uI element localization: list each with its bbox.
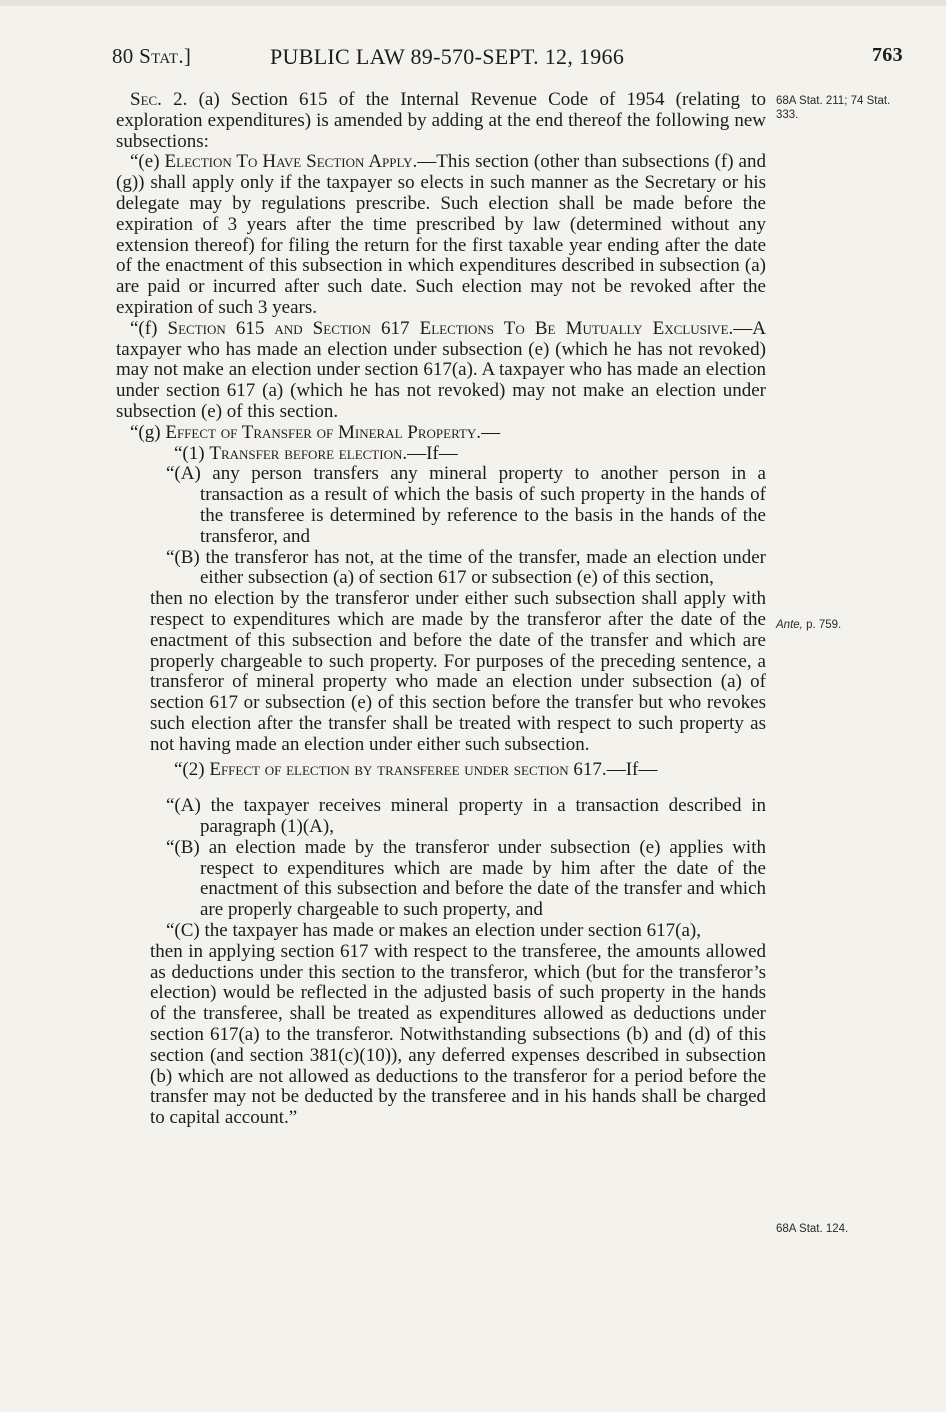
g2-heading: Effect of election by transferee under section 617. (209, 758, 607, 780)
scan-edge (0, 0, 946, 6)
g1-dash: —If— (407, 442, 458, 464)
running-head: PUBLIC LAW 89-570-SEPT. 12, 1966 (270, 44, 625, 69)
sec-label: Sec. (130, 89, 162, 110)
clause-g2b: “(B) an election made by the transferor under subsection (e) applies with respect to expenditures which are made by him after the date of the enactment of this subsection and before the date of the transfer and which are properly chargeable to such property, and (166, 836, 766, 921)
ante-page: p. 759. (806, 619, 842, 631)
paragraph-g1 (116, 444, 766, 465)
clause-g2c: “(C) the taxpayer has made or makes an election under section 617(a), (166, 920, 701, 942)
stat-label: Stat. (139, 44, 184, 68)
subsection-f (116, 319, 766, 423)
bracket: ] (183, 44, 192, 68)
margin-note-ante (776, 618, 906, 632)
f-marker: “(f) (130, 317, 158, 339)
g-marker: “(g) (130, 421, 161, 443)
f-body: —A taxpayer who has made an election under subsection (e) (which he has not revoked) may not make an election under section 617(a). A taxpayer who has made an election under section 617 (a) (which he has not revoked) may not make an election under subsection (e) of this section. (116, 317, 766, 422)
g2-dash: —If— (606, 758, 658, 780)
ante-label: Ante, (776, 619, 803, 631)
g2-then: then in applying section 617 with respect to the transferee, the amounts allowed as deductions under this section to the transferor, which (but for the transferor’s election) would be reflected in the adjusted basis of such property in the hands of the transferee, shall be treated as expenditures allowed as deductions under section 617(a) to the transferor. Notwithstanding subsections (b) and (d) of this section (and section 381(c)(10)), any deferred expenses described in subsection (b) which are not allowed as deductions to the transferor for a period before the transfer may not be deducted by the transferee and in his hands shall be charged to capital account.” (150, 940, 766, 1129)
header-volume (112, 44, 191, 69)
g-heading: Effect of Transfer of Mineral Property. (165, 421, 482, 443)
f-heading: Section 615 and Section 617 Elections To Be Mutually Exclusive. (167, 317, 734, 339)
clause-g1b: “(B) the transferor has not, at the time of the transfer, made an election under either subsection (a) of section 617 or subsection (e) of this section, (166, 546, 766, 589)
sec-intro-text: 2. (a) Section 615 of the Internal Revenue Code of 1954 (relating to exploration expenditures) is amended by adding at the end thereof the following new subsections: (116, 89, 766, 152)
subsection-e (116, 152, 766, 318)
clause-g1a: “(A) any person transfers any mineral property to another person in a transaction as a result of which the basis of such property in the hands of the transferee is determined by reference to the basis in the hands of the transferor, and (166, 463, 766, 547)
e-body: —This section (other than subsections (f) and (g)) shall apply only if the taxpayer so elects in such manner as the Secretary or his delegate may by regulations prescribe. Such election shall be made before the expiration of 3 years after the time prescribed by law (determined without any extension thereof) for filing the return for the first taxable year ending after the date of the enactment of this subsection in which expenditures described in subsection (a) are paid or incurred after such date. Such election may not be revoked after the expiration of such 3 years. (116, 151, 766, 318)
clause-g2a: “(A) the taxpayer receives mineral property in a transaction described in paragraph (1)(A), (166, 795, 766, 838)
volume-number: 80 (112, 44, 134, 68)
subsection-g (116, 423, 766, 444)
g2-marker: “(2) (174, 758, 205, 780)
section-intro (116, 90, 766, 152)
e-heading: Election To Have Section Apply. (164, 151, 418, 173)
g-dash: — (481, 421, 501, 443)
g1-heading: Transfer before election. (209, 442, 408, 464)
paragraph-g2 (116, 760, 766, 781)
g1-marker: “(1) (174, 442, 205, 464)
margin-note-68a-124: 68A Stat. 124. (776, 1223, 849, 1235)
margin-note-68a-211: 68A Stat. 211; 74 Stat. 333. (776, 95, 891, 121)
g1-then: then no election by the transferor under either such subsection shall apply with respect to expenditures which are made by the transferor after the date of the enactment of this subsection and before the date of the transfer and which are properly chargeable to such property. For purposes of the preceding sentence, a transferor of mineral property who made an election under subsection (a) of section 617 or subsection (e) of this section before the transfer but who revokes such election after the transfer shall be treated with respect to such property as not having made an election under either such subsection. (150, 588, 766, 755)
e-marker: “(e) (130, 151, 160, 173)
statute-body (116, 90, 766, 1129)
page-number: 763 (872, 44, 903, 66)
